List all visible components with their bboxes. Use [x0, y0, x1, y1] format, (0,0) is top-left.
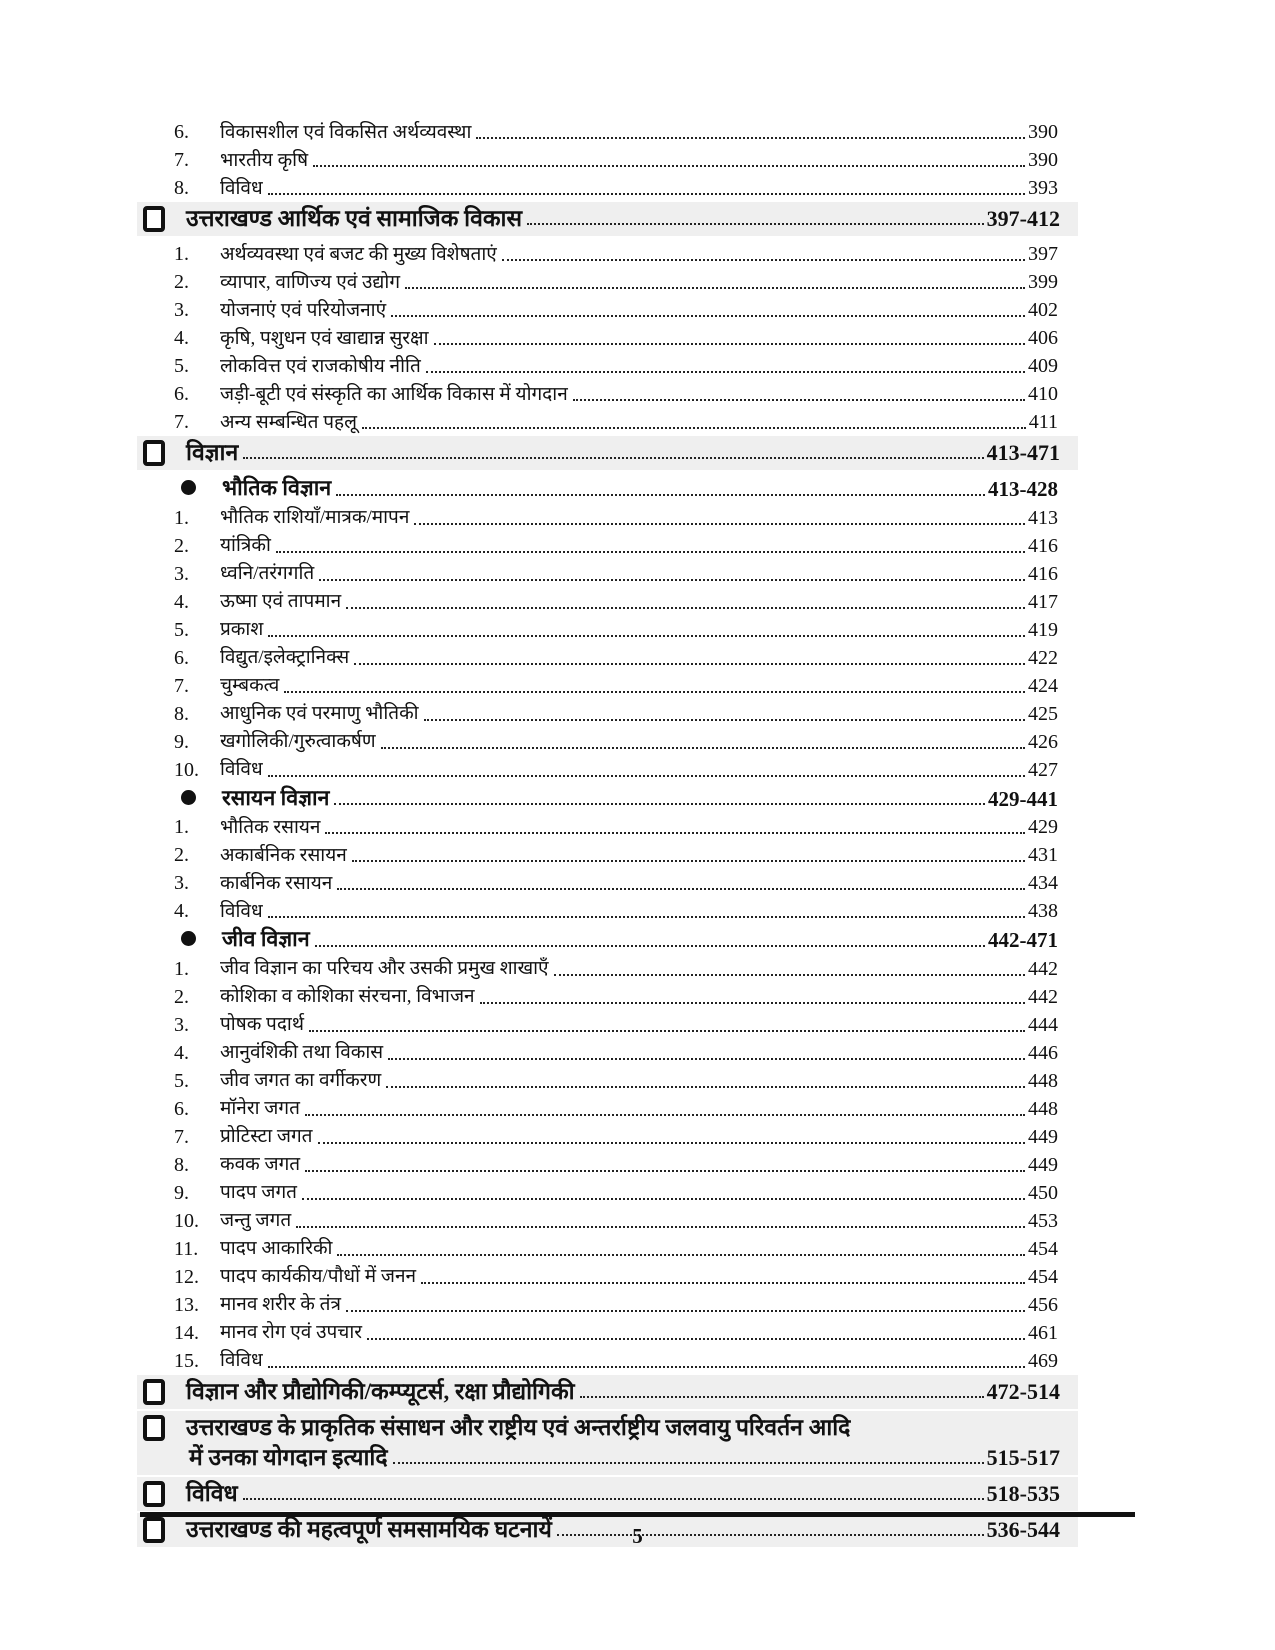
toc-item-page: 419: [1028, 618, 1058, 641]
toc-item-number: 8.: [174, 702, 189, 725]
toc-item-title: जीव विज्ञान का परिचय और उसकी प्रमुख शाखाएँ: [220, 958, 549, 980]
toc-subsection-row: [137, 782, 1078, 812]
toc-item-row: [137, 1009, 1078, 1037]
toc-item-page: 446: [1028, 1041, 1058, 1064]
toc-item-title: लोकवित्त एवं राजकोषीय नीति: [220, 355, 421, 377]
toc-item-row: [137, 502, 1078, 530]
toc-item-page: 416: [1028, 534, 1058, 557]
dotted-leader: [386, 1086, 1025, 1088]
checkbox-icon: [143, 1415, 165, 1441]
toc-item-title: विद्युत/इलेक्ट्रानिक्स: [220, 647, 350, 669]
toc-item-number: 2.: [174, 534, 189, 557]
toc-item-row: [137, 726, 1078, 754]
toc-item-number: 7.: [174, 411, 189, 433]
toc-item-page: 424: [1028, 674, 1058, 697]
toc-item-page: 416: [1028, 562, 1058, 585]
toc-item-row: [137, 1289, 1078, 1317]
toc-item-number: 6.: [174, 646, 189, 669]
dotted-leader: [318, 1142, 1026, 1144]
toc-item-number: 6.: [174, 383, 189, 405]
bullet-icon: [181, 931, 196, 946]
toc-item-row: [137, 754, 1078, 782]
toc-section-row: [137, 1477, 1078, 1511]
toc-item-number: 4.: [174, 1041, 189, 1064]
toc-item-number: 6.: [174, 1097, 189, 1120]
toc-section-title: विज्ञान और प्रौद्योगिकी/कम्प्यूटर्स, रक्षा प्रौद्योगिकी: [186, 1378, 575, 1404]
dotted-leader: [243, 457, 983, 459]
toc-list: [137, 116, 1078, 1549]
dotted-leader: [346, 607, 1025, 609]
toc-item-number: 2.: [174, 844, 189, 866]
toc-item-title: कोशिका व कोशिका संरचना, विभाजन: [220, 986, 475, 1008]
dotted-leader: [337, 888, 1025, 890]
toc-item-number: 4.: [174, 327, 189, 349]
toc-item-row: [137, 1065, 1078, 1093]
toc-item-title: आधुनिक एवं परमाणु भौतिकी: [220, 703, 419, 725]
toc-item-title: विविध: [220, 1350, 263, 1372]
toc-item-page: 453: [1028, 1209, 1058, 1232]
dotted-leader: [527, 223, 984, 225]
toc-section-pages: 536-544: [986, 1516, 1060, 1542]
dotted-leader: [336, 494, 985, 496]
toc-item-title: चुम्बकत्व: [220, 675, 280, 697]
dotted-leader: [276, 551, 1025, 553]
toc-item-number: 8.: [174, 177, 189, 199]
toc-item-page: 399: [1028, 271, 1058, 293]
toc-section-title: उत्तराखण्ड आर्थिक एवं सामाजिक विकास: [186, 206, 523, 232]
dotted-leader: [362, 427, 1026, 429]
toc-item-row: [137, 1317, 1078, 1345]
footer-divider: [140, 1512, 1135, 1517]
toc-subsection-pages: 429-441: [988, 786, 1058, 811]
bullet-icon: [181, 790, 196, 805]
toc-item-title: आनुवंशिकी तथा विकास: [220, 1042, 384, 1064]
dotted-leader: [309, 1030, 1025, 1032]
dotted-leader: [268, 775, 1025, 777]
toc-item-number: 11.: [174, 1237, 199, 1260]
toc-item-number: 3.: [174, 562, 189, 585]
toc-item-row: [137, 698, 1078, 726]
toc-section-title: उत्तराखण्ड के प्राकृतिक संसाधन और राष्ट्रीय एवं अन्तर्राष्ट्रीय जलवायु परिवर्तन आदि: [186, 1414, 851, 1440]
toc-item-row: [137, 238, 1078, 266]
toc-item-page: 406: [1028, 327, 1058, 349]
toc-section-pages: 397-412: [986, 206, 1060, 232]
toc-section-line: [137, 438, 1078, 468]
toc-item-number: 9.: [174, 1181, 189, 1204]
dotted-leader: [421, 1282, 1025, 1284]
toc-section-title: उत्तराखण्ड की महत्वपूर्ण समसामयिक घटनायें: [186, 1516, 552, 1542]
toc-item-page: 442: [1028, 957, 1058, 980]
toc-item-page: 456: [1028, 1293, 1058, 1316]
toc-item-page: 417: [1028, 590, 1058, 613]
toc-item-title: ध्वनि/तरंगगति: [220, 563, 315, 585]
toc-item-title: अन्य सम्बन्धित पहलू: [220, 411, 357, 433]
toc-item-page: 454: [1028, 1237, 1058, 1260]
toc-section-title: विज्ञान: [186, 440, 239, 466]
toc-item-page: 397: [1028, 243, 1058, 265]
toc-section-title-continued: में उनका योगदान इत्यादि: [189, 1444, 388, 1470]
toc-item-number: 14.: [174, 1321, 199, 1344]
toc-item-row: [137, 172, 1078, 200]
bullet-icon: [181, 480, 196, 495]
toc-item-title: व्यापार, वाणिज्य एवं उद्योग: [220, 271, 401, 293]
toc-item-row: [137, 839, 1078, 867]
toc-item-row: [137, 642, 1078, 670]
toc-item-number: 5.: [174, 355, 189, 377]
toc-item-page: 449: [1028, 1125, 1058, 1148]
toc-item-row: [137, 558, 1078, 586]
toc-item-page: 461: [1028, 1321, 1058, 1344]
toc-item-page: 449: [1028, 1153, 1058, 1176]
toc-item-row: [137, 614, 1078, 642]
toc-item-title: कवक जगत: [220, 1154, 301, 1176]
toc-item-title: मॉनेरा जगत: [220, 1098, 300, 1120]
dotted-leader: [334, 803, 985, 805]
dotted-leader: [302, 1198, 1025, 1200]
toc-item-title: मानव रोग एवं उपचार: [220, 1322, 363, 1344]
toc-item-number: 5.: [174, 1069, 189, 1092]
toc-item-page: 438: [1028, 900, 1058, 922]
toc-item-row: [137, 1233, 1078, 1261]
dotted-leader: [391, 315, 1025, 317]
dotted-leader: [268, 1366, 1025, 1368]
toc-item-number: 3.: [174, 1013, 189, 1036]
toc-item-row: [137, 895, 1078, 923]
toc-item-number: 9.: [174, 730, 189, 753]
toc-item-row: [137, 981, 1078, 1009]
dotted-leader: [305, 1114, 1025, 1116]
toc-item-title: खगोलिकी/गुरुत्वाकर्षण: [220, 731, 376, 753]
toc-item-page: 422: [1028, 646, 1058, 669]
toc-section-pages: 413-471: [986, 440, 1060, 466]
toc-item-title: प्रकाश: [220, 619, 264, 641]
toc-item-row: [137, 1177, 1078, 1205]
toc-item-title: जीव जगत का वर्गीकरण: [220, 1070, 382, 1092]
toc-item-title: कृषि, पशुधन एवं खाद्यान्न सुरक्षा: [220, 327, 429, 349]
toc-section-row: [137, 436, 1078, 470]
toc-item-number: 6.: [174, 121, 189, 143]
toc-section-row: [137, 1411, 1078, 1475]
dotted-leader: [502, 259, 1025, 261]
toc-item-row: [137, 670, 1078, 698]
toc-item-row: [137, 144, 1078, 172]
toc-item-title: पादप कार्यकीय/पौधों में जनन: [220, 1266, 417, 1288]
toc-section-line-continued: [137, 1443, 1078, 1473]
toc-item-title: पोषक पदार्थ: [220, 1014, 304, 1036]
dotted-leader: [434, 343, 1025, 345]
toc-item-title: पादप जगत: [220, 1182, 297, 1204]
dotted-leader: [424, 719, 1025, 721]
toc-item-row: [137, 530, 1078, 558]
toc-item-row: [137, 266, 1078, 294]
toc-item-title: अर्थव्यवस्था एवं बजट की मुख्य विशेषताएं: [220, 243, 497, 265]
dotted-leader: [476, 137, 1025, 139]
toc-section-line: [137, 1479, 1078, 1509]
toc-item-page: 450: [1028, 1181, 1058, 1204]
toc-item-page: 390: [1028, 121, 1058, 143]
toc-subsection-row: [137, 923, 1078, 953]
toc-item-title: मानव शरीर के तंत्र: [220, 1294, 341, 1316]
toc-item-row: [137, 1261, 1078, 1289]
toc-item-row: [137, 953, 1078, 981]
checkbox-icon: [143, 1481, 165, 1507]
toc-item-page: 442: [1028, 985, 1058, 1008]
toc-item-title: प्रोटिस्टा जगत: [220, 1126, 313, 1148]
toc-item-title: यांत्रिकी: [220, 535, 271, 557]
toc-item-number: 2.: [174, 271, 189, 293]
toc-item-row: [137, 867, 1078, 895]
dotted-leader: [352, 860, 1025, 862]
toc-subsection-row: [137, 472, 1078, 502]
dotted-leader: [367, 1338, 1025, 1340]
dotted-leader: [337, 1254, 1025, 1256]
toc-item-page: 411: [1028, 411, 1058, 433]
toc-item-page: 393: [1028, 177, 1058, 199]
toc-item-title: योजनाएं एवं परियोजनाएं: [220, 299, 387, 321]
toc-subsection-title: रसायन विज्ञान: [222, 785, 330, 810]
toc-item-row: [137, 1037, 1078, 1065]
page-number: 5: [632, 1524, 643, 1548]
dotted-leader: [268, 635, 1025, 637]
toc-item-title: भौतिक राशियाँ/मात्रक/मापन: [220, 507, 410, 529]
toc-item-number: 1.: [174, 816, 189, 838]
toc-section-pages: 518-535: [986, 1480, 1060, 1506]
toc-item-number: 10.: [174, 758, 199, 781]
dotted-leader: [284, 691, 1025, 693]
toc-item-title: जन्तु जगत: [220, 1210, 292, 1232]
toc-section-line: [137, 204, 1078, 234]
dotted-leader: [414, 523, 1025, 525]
toc-item-row: [137, 1205, 1078, 1233]
checkbox-icon: [143, 1379, 165, 1405]
toc-item-number: 8.: [174, 1153, 189, 1176]
toc-section-line: [137, 1413, 1078, 1443]
toc-item-number: 3.: [174, 872, 189, 894]
toc-subsection-title: भौतिक विज्ञान: [222, 476, 332, 501]
toc-item-page: 434: [1028, 872, 1058, 894]
dotted-leader: [296, 1226, 1025, 1228]
toc-item-row: [137, 322, 1078, 350]
toc-section-row: [137, 202, 1078, 236]
toc-item-title: कार्बनिक रसायन: [220, 872, 333, 894]
toc-item-number: 7.: [174, 1125, 189, 1148]
toc-item-page: 427: [1028, 758, 1058, 781]
toc-item-page: 426: [1028, 730, 1058, 753]
toc-item-row: [137, 811, 1078, 839]
dotted-leader: [573, 399, 1025, 401]
toc-item-row: [137, 378, 1078, 406]
toc-item-number: 1.: [174, 243, 189, 265]
toc-item-page: 402: [1028, 299, 1058, 321]
toc-item-page: 448: [1028, 1069, 1058, 1092]
toc-item-number: 4.: [174, 900, 189, 922]
toc-subsection-pages: 413-428: [988, 477, 1058, 502]
toc-section-title: विविध: [186, 1480, 238, 1506]
toc-item-row: [137, 1149, 1078, 1177]
toc-section-pages: 515-517: [986, 1444, 1060, 1470]
toc-item-page: 425: [1028, 702, 1058, 725]
dotted-leader: [268, 916, 1025, 918]
toc-item-page: 448: [1028, 1097, 1058, 1120]
toc-section-row: [137, 1375, 1078, 1409]
dotted-leader: [405, 287, 1025, 289]
toc-item-title: भौतिक रसायन: [220, 816, 321, 838]
toc-item-number: 1.: [174, 957, 189, 980]
toc-item-row: [137, 116, 1078, 144]
toc-item-title: भारतीय कृषि: [220, 149, 309, 171]
dotted-leader: [325, 832, 1025, 834]
toc-item-number: 3.: [174, 299, 189, 321]
toc-item-page: 431: [1028, 844, 1058, 866]
dotted-leader: [305, 1170, 1025, 1172]
toc-item-number: 7.: [174, 149, 189, 171]
toc-item-page: 410: [1028, 383, 1058, 405]
toc-item-page: 413: [1028, 506, 1058, 529]
toc-item-page: 454: [1028, 1265, 1058, 1288]
toc-item-number: 5.: [174, 618, 189, 641]
toc-item-page: 469: [1028, 1349, 1058, 1372]
dotted-leader: [354, 663, 1025, 665]
toc-item-row: [137, 1093, 1078, 1121]
toc-item-row: [137, 1121, 1078, 1149]
toc-item-title: विविध: [220, 759, 263, 781]
toc-item-title: अकार्बनिक रसायन: [220, 844, 347, 866]
toc-item-number: 15.: [174, 1349, 199, 1372]
toc-item-title: विविध: [220, 900, 263, 922]
checkbox-icon: [143, 206, 165, 232]
toc-item-row: [137, 406, 1078, 434]
toc-item-row: [137, 350, 1078, 378]
toc-item-title: ऊष्मा एवं तापमान: [220, 591, 342, 613]
dotted-leader: [315, 945, 985, 947]
toc-item-page: 444: [1028, 1013, 1058, 1036]
dotted-leader: [580, 1396, 984, 1398]
dotted-leader: [268, 193, 1025, 195]
toc-item-number: 4.: [174, 590, 189, 613]
toc-item-row: [137, 586, 1078, 614]
toc-item-number: 7.: [174, 674, 189, 697]
toc-item-title: पादप आकारिकी: [220, 1238, 333, 1260]
toc-item-row: [137, 1345, 1078, 1373]
checkbox-icon: [143, 440, 165, 466]
dotted-leader: [381, 747, 1025, 749]
toc-item-number: 13.: [174, 1293, 199, 1316]
toc-section-line: [137, 1377, 1078, 1407]
toc-item-title: विकासशील एवं विकसित अर्थव्यवस्था: [220, 121, 472, 143]
toc-item-row: [137, 294, 1078, 322]
dotted-leader: [346, 1310, 1025, 1312]
dotted-leader: [426, 371, 1025, 373]
toc-item-page: 429: [1028, 816, 1058, 838]
dotted-leader: [480, 1002, 1025, 1004]
dotted-leader: [393, 1462, 984, 1464]
dotted-leader: [313, 165, 1025, 167]
toc-item-page: 390: [1028, 149, 1058, 171]
toc-section-pages: 472-514: [986, 1378, 1060, 1404]
toc-subsection-title: जीव विज्ञान: [222, 927, 310, 952]
dotted-leader: [388, 1058, 1025, 1060]
toc-item-page: 409: [1028, 355, 1058, 377]
toc-item-title: विविध: [220, 177, 263, 199]
toc-item-number: 2.: [174, 985, 189, 1008]
toc-subsection-pages: 442-471: [988, 928, 1058, 953]
dotted-leader: [554, 974, 1025, 976]
dotted-leader: [243, 1498, 984, 1500]
toc-item-title: जड़ी-बूटी एवं संस्कृति का आर्थिक विकास में योगदान: [220, 383, 568, 405]
toc-item-number: 12.: [174, 1265, 199, 1288]
toc-item-number: 1.: [174, 506, 189, 529]
dotted-leader: [319, 579, 1025, 581]
toc-item-number: 10.: [174, 1209, 199, 1232]
